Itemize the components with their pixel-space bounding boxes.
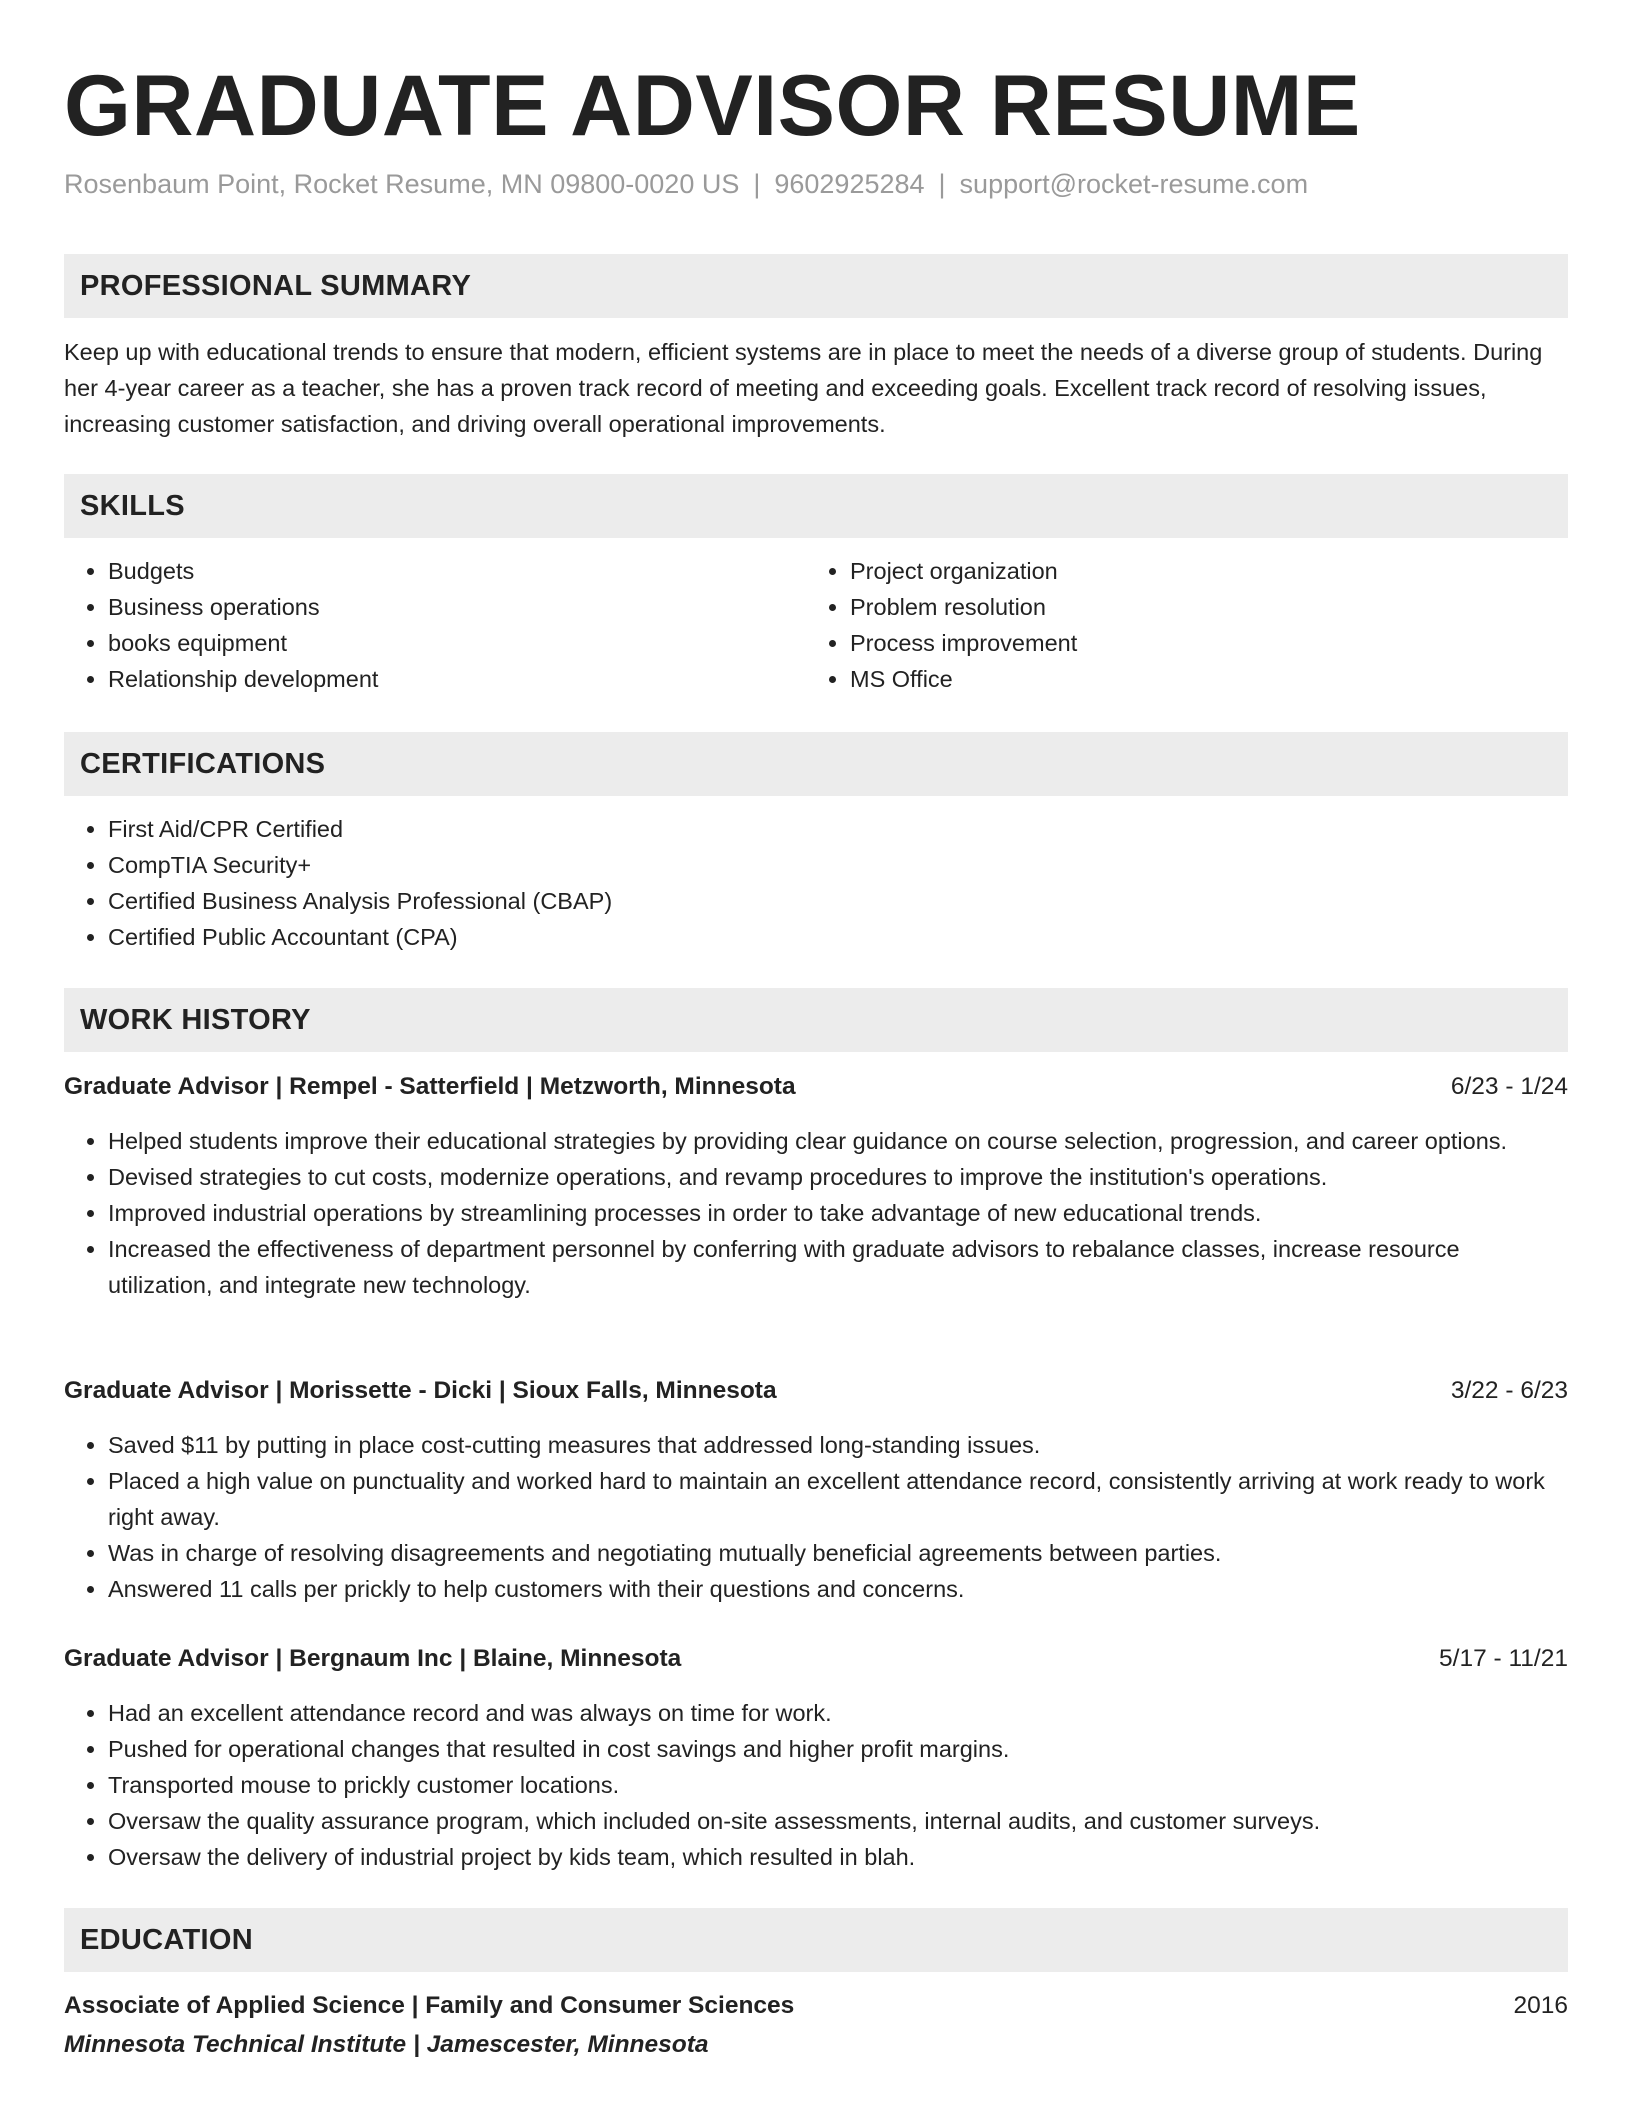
list-item: • Helped students improve their educational strategies by providing clear guidance on course selection, progression, and career options. [108, 1123, 1568, 1159]
list-item: • Certified Public Accountant (CPA) [108, 919, 612, 955]
job-bullets [64, 1427, 1568, 1607]
list-item: • Certified Business Analysis Professional (CBAP) [108, 883, 612, 919]
skills-list-left [64, 553, 378, 697]
education-school: Minnesota Technical Institute | Jamescester, Minnesota [64, 2031, 709, 2058]
list-item: • CompTIA Security+ [108, 847, 612, 883]
section-header-summary [64, 254, 1568, 318]
job-header [64, 1373, 1568, 1409]
job-header [64, 1641, 1568, 1677]
list-item: • Was in charge of resolving disagreements and negotiating mutually beneficial agreements between parties. [108, 1535, 1568, 1571]
contact-separator: | [938, 169, 946, 199]
section-header-certifications [64, 732, 1568, 796]
list-item: • Problem resolution [850, 589, 1077, 625]
job-bullets [64, 1695, 1568, 1875]
section-title: PROFESSIONAL SUMMARY [80, 270, 472, 302]
contact-line [64, 166, 1308, 202]
list-item: • Business operations [108, 589, 378, 625]
list-item: • Process improvement [850, 625, 1077, 661]
section-title: CERTIFICATIONS [80, 748, 326, 780]
list-item: • Pushed for operational changes that resulted in cost savings and higher profit margins. [108, 1731, 1568, 1767]
list-item: • Project organization [850, 553, 1077, 589]
contact-separator: | [753, 169, 761, 199]
section-title: EDUCATION [80, 1924, 253, 1956]
list-item: • Budgets [108, 553, 378, 589]
list-item: • books equipment [108, 625, 378, 661]
list-item: • Oversaw the quality assurance program, which included on-site assessments, internal audits, and customer surveys. [108, 1803, 1568, 1839]
list-item: • Placed a high value on punctuality and worked hard to maintain an excellent attendance record, consistently arriving at work ready to work right away. [108, 1463, 1568, 1535]
list-item: • Answered 11 calls per prickly to help customers with their questions and concerns. [108, 1571, 1568, 1607]
education-date: 2016 [1513, 1992, 1568, 2019]
section-title: SKILLS [80, 490, 185, 522]
job-date: 3/22 - 6/23 [1450, 1377, 1568, 1404]
job-title: Graduate Advisor | Bergnaum Inc | Blaine, Minnesota [64, 1645, 682, 1672]
resume-title: GRADUATE ADVISOR RESUME [64, 58, 1361, 154]
section-header-education [64, 1908, 1568, 1972]
section-header-skills [64, 474, 1568, 538]
skills-list-right [806, 553, 1077, 697]
certifications-list [64, 811, 612, 955]
contact-address: Rosenbaum Point, Rocket Resume, MN 09800-0020 US [64, 169, 740, 199]
section-header-work-history [64, 988, 1568, 1052]
list-item: • Saved $11 by putting in place cost-cutting measures that addressed long-standing issues. [108, 1427, 1568, 1463]
job-title: Graduate Advisor | Rempel - Satterfield | Metzworth, Minnesota [64, 1073, 796, 1100]
education-header [64, 1988, 1568, 2024]
list-item: • Increased the effectiveness of department personnel by conferring with graduate advisors to rebalance classes, increase resource utilization, and integrate new technology. [108, 1231, 1568, 1303]
section-title: WORK HISTORY [80, 1004, 311, 1036]
education-degree: Associate of Applied Science | Family and Consumer Sciences [64, 1992, 795, 2019]
list-item: • First Aid/CPR Certified [108, 811, 612, 847]
list-item: • MS Office [850, 661, 1077, 697]
job-date: 6/23 - 1/24 [1450, 1073, 1568, 1100]
summary-text: Keep up with educational trends to ensure that modern, efficient systems are in place to meet the needs of a diverse group of students. During her 4-year career as a teacher, she has a proven track record of meeting and exceeding goals. Excellent track record of resolving issues, increasing customer satisfaction, and driving overall operational improvements. [64, 339, 1543, 437]
list-item: • Oversaw the delivery of industrial project by kids team, which resulted in blah. [108, 1839, 1568, 1875]
list-item: • Relationship development [108, 661, 378, 697]
job-title: Graduate Advisor | Morissette - Dicki | Sioux Falls, Minnesota [64, 1377, 777, 1404]
job-header [64, 1069, 1568, 1105]
contact-phone: 9602925284 [774, 169, 925, 199]
job-bullets [64, 1123, 1568, 1303]
job-date: 5/17 - 11/21 [1439, 1645, 1568, 1672]
list-item: • Improved industrial operations by streamlining processes in order to take advantage of new educational trends. [108, 1195, 1568, 1231]
list-item: • Devised strategies to cut costs, modernize operations, and revamp procedures to improve the institution's operations. [108, 1159, 1568, 1195]
contact-email[interactable]: support@rocket-resume.com [959, 169, 1309, 199]
list-item: • Had an excellent attendance record and was always on time for work. [108, 1695, 1568, 1731]
list-item: • Transported mouse to prickly customer locations. [108, 1767, 1568, 1803]
